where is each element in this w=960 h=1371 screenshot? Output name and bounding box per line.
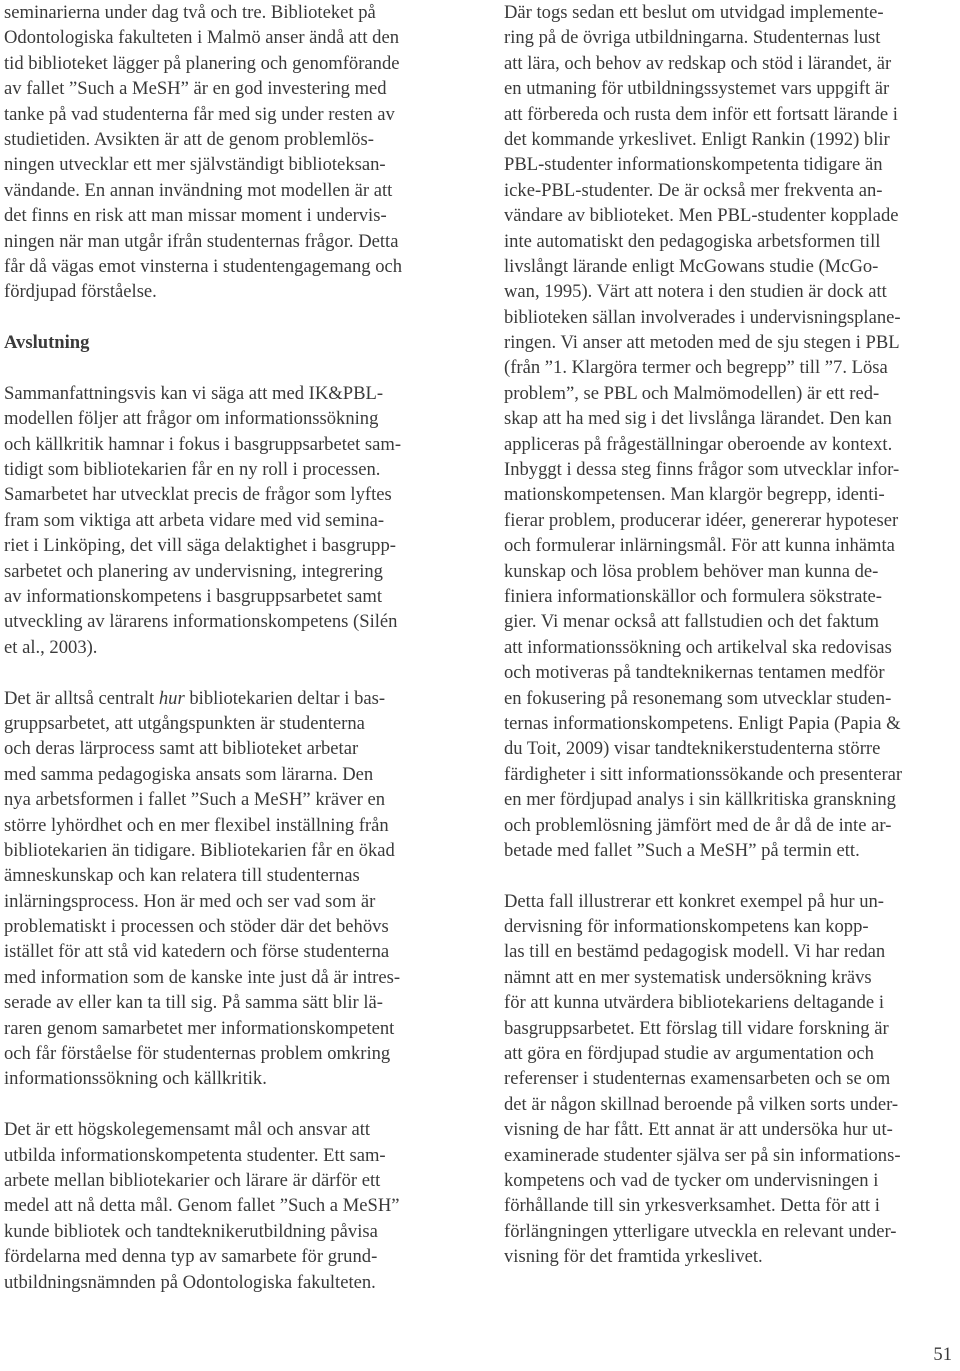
text-line: ningen när man utgår ifrån studenternas frågor. Detta bbox=[4, 230, 399, 252]
text-line: Odontologiska fakulteten i Malmö anser ändå att den bbox=[4, 27, 400, 49]
left-paragraph-2 bbox=[4, 381, 459, 660]
text-line: informationssökning och källkritik. bbox=[4, 1068, 267, 1090]
text-line: problematiskt i processen och stöder där det behövs bbox=[4, 916, 389, 938]
text-line: Samarbetet har utvecklat precis de frågor som lyftes bbox=[4, 484, 392, 506]
text-line: en utmaning för utbildningssystemet vars uppgift är bbox=[504, 78, 890, 100]
text-line: av informationskompetens i basgruppsarbetet samt bbox=[4, 585, 382, 607]
text-line: visning de har fått. Ett annat är att undersöka hur ut- bbox=[504, 1119, 893, 1141]
text-line: fördelarna med denna typ av samarbete för grund- bbox=[4, 1246, 378, 1268]
text-line: fierar problem, producerar idéer, genererar hypoteser bbox=[504, 509, 899, 531]
text-line: examinerade studenter själva ser på sin informations- bbox=[504, 1144, 901, 1166]
text-line: får då vägas emot vinsterna i studentengagemang och bbox=[4, 255, 403, 277]
paragraph-gap bbox=[4, 1092, 459, 1117]
text-line: med samma pedagogiska ansats som lärarna. Den bbox=[4, 763, 374, 785]
right-column bbox=[504, 0, 959, 1270]
text-line: förhållande till sin yrkesverksamhet. Detta för att i bbox=[504, 1195, 880, 1217]
paragraph-gap bbox=[4, 305, 459, 330]
text-line: referenser i studenternas examensarbeten och se om bbox=[504, 1068, 891, 1090]
text-line: Inbyggt i dessa steg finns frågor som utvecklar infor- bbox=[504, 459, 900, 481]
text-line: ternas informationskompetens. Enligt Papia (Papia & bbox=[504, 712, 901, 734]
page-number: 51 bbox=[933, 1344, 952, 1365]
paragraph-gap bbox=[4, 660, 459, 685]
text-line: utveckling av lärarens informationskompetens (Silén bbox=[4, 611, 398, 633]
text-line: kunskap och lösa problem behöver man kunna de- bbox=[504, 560, 879, 582]
text-line: det är någon skillnad beroende på vilken sorts under- bbox=[504, 1093, 899, 1115]
left-paragraph-1 bbox=[4, 0, 459, 305]
text-line: och deras lärprocess samt att biblioteket arbetar bbox=[4, 738, 359, 760]
text-line: ningen utvecklar ett mer självständigt biblioteksan- bbox=[4, 154, 386, 176]
text-line: istället för att stå vid katedern och förse studenterna bbox=[4, 941, 390, 963]
text-line: fram som viktiga att arbeta vidare med vid semina- bbox=[4, 509, 385, 531]
text-line: större lyhördhet och en mer flexibel inställning från bbox=[4, 814, 389, 836]
text-line: finiera informationskällor och formulera sökstrate- bbox=[504, 585, 882, 607]
text-line: du Toit, 2009) visar tandteknikerstudenterna större bbox=[504, 738, 881, 760]
text-line: (från ”1. Klargöra termer och begrepp” till ”7. Lösa bbox=[504, 357, 888, 379]
section-heading: Avslutning bbox=[4, 332, 90, 354]
text-line: tanke på vad studenterna får med sig under resten av bbox=[4, 103, 395, 125]
text-line: att lära, och behov av redskap och stöd i lärandet, är bbox=[504, 52, 892, 74]
text-line: ring på de övriga utbildningarna. Studenternas lust bbox=[504, 27, 881, 49]
text-line: arbete mellan bibliotekarier och lärare är därför ett bbox=[4, 1169, 381, 1191]
text-line: mationskompetensen. Man klargör begrepp, identi- bbox=[504, 484, 885, 506]
text-line: riet i Linköping, det vill säga delaktighet i basgrupp- bbox=[4, 535, 396, 557]
text-line: basgruppsarbetet. Ett förslag till vidare forskning är bbox=[504, 1017, 889, 1039]
text-line: livslångt lärande enligt McGowans studie (McGo- bbox=[504, 255, 879, 277]
emphasis-text: hur bbox=[158, 687, 185, 709]
paragraph-gap bbox=[504, 863, 959, 888]
text-line: studietiden. Avsikten är att de genom problemlös- bbox=[4, 128, 374, 150]
text-line: med information som de kanske inte just då är intres- bbox=[4, 966, 401, 988]
text-line: medel att nå detta mål. Genom fallet ”Such a MeSH” bbox=[4, 1195, 400, 1217]
text-line: förlängningen ytterligare utveckla en relevant under- bbox=[504, 1220, 897, 1242]
text-line: att informationssökning och artikelval ska redovisas bbox=[504, 636, 892, 658]
text-line: kunde bibliotek och tandteknikerutbildning påvisa bbox=[4, 1220, 378, 1242]
left-paragraph-3 bbox=[4, 686, 459, 1092]
text-line: och formulerar inlärningsmål. För att kunna inhämta bbox=[504, 535, 895, 557]
text-line: dervisning för informationskompetens kan kopp- bbox=[504, 916, 869, 938]
text-line: gier. Vi menar också att fallstudien och det faktum bbox=[504, 611, 879, 633]
text-fragment: Det är alltså centralt bbox=[4, 687, 159, 709]
text-line: utbilda informationskompetenta studenter. Ett sam- bbox=[4, 1144, 386, 1166]
text-line: att förbereda och rusta dem inför ett fortsatt lärande i bbox=[504, 103, 898, 125]
text-line: vändande. En annan invändning mot modellen är att bbox=[4, 179, 393, 201]
text-line: för att kunna utvärdera bibliotekariens deltagande i bbox=[504, 992, 884, 1014]
text-line: ringen. Vi anser att metoden med de sju stegen i PBL bbox=[504, 332, 900, 354]
paragraph-gap bbox=[4, 355, 459, 380]
text-line: det finns en risk att man missar moment i undervis- bbox=[4, 205, 387, 227]
text-line: utbildningsnämnden på Odontologiska fakulteten. bbox=[4, 1271, 376, 1293]
text-line: Detta fall illustrerar ett konkret exempel på hur un- bbox=[504, 890, 884, 912]
text-line: tidigt som bibliotekarien får en ny roll i processen. bbox=[4, 459, 381, 481]
text-line: seminarierna under dag två och tre. Biblioteket på bbox=[4, 2, 376, 23]
right-paragraph-1 bbox=[504, 0, 959, 863]
text-line: inlärningsprocess. Hon är med och ser vad som är bbox=[4, 890, 376, 912]
text-line: bibliotekarien än tidigare. Bibliotekarien får en ökad bbox=[4, 839, 395, 861]
text-line: appliceras på frågeställningar oberoende av kontext. bbox=[504, 433, 893, 455]
text-fragment: bibliotekarien deltar i bas- bbox=[184, 687, 386, 709]
text-line: wan, 1995). Värt att notera i den studien är dock att bbox=[504, 281, 887, 303]
text-line: et al., 2003). bbox=[4, 636, 98, 658]
text-line: visning för det framtida yrkeslivet. bbox=[504, 1246, 763, 1268]
text-line: sarbetet och planering av undervisning, integrering bbox=[4, 560, 383, 582]
text-line: Sammanfattningsvis kan vi säga att med IK&PBL- bbox=[4, 382, 384, 404]
text-line: biblioteken sällan involverades i undervisningsplane- bbox=[504, 306, 901, 328]
text-line: las till en bestämd pedagogisk modell. Vi har redan bbox=[504, 941, 886, 963]
text-line: modellen följer att frågor om informationssökning bbox=[4, 408, 379, 430]
text-line: fördjupad förståelse. bbox=[4, 281, 157, 303]
text-line: skap att ha med sig i det livslånga lärandet. Den kan bbox=[504, 408, 892, 430]
text-line: problem”, se PBL och Malmömodellen) är ett red- bbox=[504, 382, 880, 404]
text-line: serade av eller kan ta till sig. På samma sätt blir lä- bbox=[4, 992, 383, 1014]
text-line: nämnt att en mer systematisk undersökning krävs bbox=[504, 966, 872, 988]
text-line: inte automatiskt den pedagogiska arbetsformen till bbox=[504, 230, 881, 252]
text-line bbox=[4, 686, 459, 711]
text-line: av fallet ”Such a MeSH” är en god investering med bbox=[4, 78, 387, 100]
text-line: icke-PBL-studenter. De är också mer frekventa an- bbox=[504, 179, 883, 201]
text-line: en fokusering på resonemang som utvecklar studen- bbox=[504, 687, 892, 709]
right-paragraph-2 bbox=[504, 889, 959, 1270]
text-line: och får förståelse för studenternas problem omkring bbox=[4, 1043, 391, 1065]
text-line: nya arbetsformen i fallet ”Such a MeSH” kräver en bbox=[4, 789, 386, 811]
left-paragraph-4 bbox=[4, 1117, 459, 1295]
text-line: PBL-studenter informationskompetenta tidigare än bbox=[504, 154, 883, 176]
text-line: en mer fördjupad analys i sin källkritiska granskning bbox=[504, 789, 896, 811]
text-line: och problemlösning jämfört med de år då de inte ar- bbox=[504, 814, 892, 836]
text-line: tid biblioteket lägger på planering och genomförande bbox=[4, 52, 400, 74]
text-line: vändare av biblioteket. Men PBL-studenter kopplade bbox=[504, 205, 899, 227]
text-line: att göra en fördjupad studie av argumentation och bbox=[504, 1043, 874, 1065]
text-line: färdigheter i sitt informationssökande och presenterar bbox=[504, 763, 903, 785]
text-line: det kommande yrkeslivet. Enligt Rankin (1992) blir bbox=[504, 128, 890, 150]
text-line: Där togs sedan ett beslut om utvidgad implemente- bbox=[504, 2, 884, 23]
text-line: raren genom samarbetet mer informationskompetent bbox=[4, 1017, 395, 1039]
text-line: Det är ett högskolegemensamt mål och ansvar att bbox=[4, 1119, 371, 1141]
text-line: och källkritik hamnar i fokus i basgruppsarbetet sam- bbox=[4, 433, 402, 455]
text-line: gruppsarbetet, att utgångspunkten är studenterna bbox=[4, 712, 365, 734]
text-line: kompetens och vad de tycker om undervisningen i bbox=[504, 1169, 879, 1191]
text-line: ämneskunskap och kan relatera till studenternas bbox=[4, 865, 360, 887]
text-line: och motiveras på tandteknikernas tentamen medför bbox=[504, 662, 885, 684]
text-line: betade med fallet ”Such a MeSH” på termin ett. bbox=[504, 839, 860, 861]
left-column bbox=[4, 0, 459, 1295]
